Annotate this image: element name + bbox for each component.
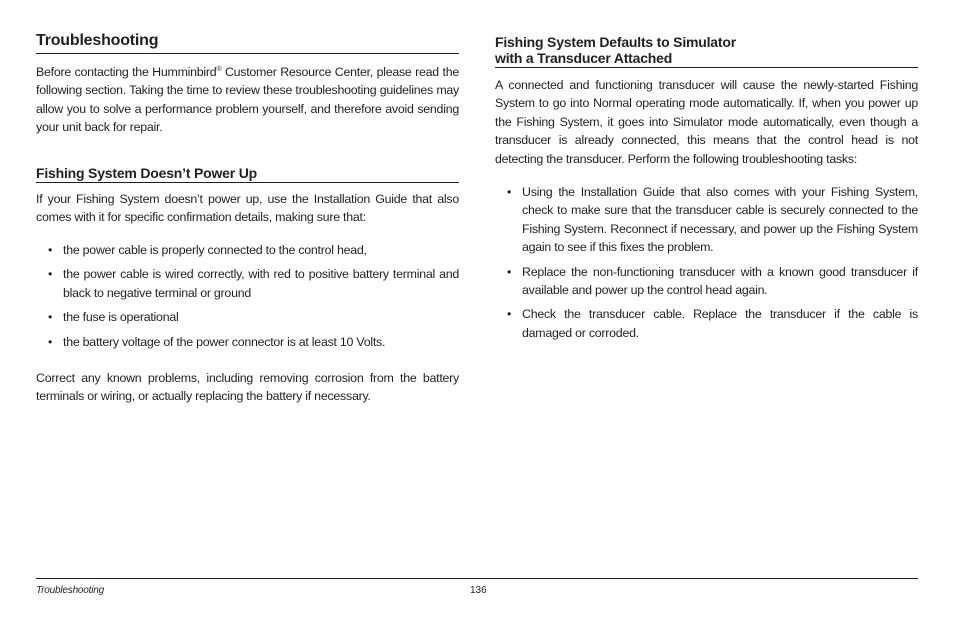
heading-line-1: Fishing System Defaults to Simulator — [495, 34, 736, 50]
list-item: • the power cable is properly connected to the control head, — [36, 241, 459, 259]
footer-section-name: Troubleshooting — [36, 585, 104, 596]
bullet-icon: • — [48, 334, 53, 349]
power-checklist — [36, 241, 459, 351]
simulator-tasks — [495, 183, 918, 342]
list-item: • Using the Installation Guide that also comes with your Fishing System, check to make sure that the transducer cable is securely connected to the Fishing System. Reconnect if necessary, and power up the Fishing System again to see if this fixes the problem. — [507, 185, 918, 255]
intro-text-b: Customer Resource Center, please read the following section. Taking the time to review these troubleshooting guidelines may allow you to solve a performance problem yourself, and therefore avoid sending your unit back for repair. — [36, 65, 459, 135]
simulator-intro-paragraph: A connected and functioning transducer will cause the newly-started Fishing System to go into Normal operating mode automatically. If, when you power up the Fishing System, it goes into Simulator mode automatically, even though a transducer is already connected, this means that the control head is not detecting the transducer. Perform the following troubleshooting tasks: — [495, 78, 918, 166]
bullet-icon: • — [48, 267, 53, 282]
footer-divider — [36, 578, 918, 579]
bullet-icon: • — [48, 243, 53, 257]
page-number: 136 — [470, 585, 487, 596]
bullet-icon: • — [507, 264, 512, 279]
list-item: • the fuse is operational — [36, 308, 459, 326]
power-intro-paragraph: If your Fishing System doesn’t power up, use the Installation Guide that also comes with it for specific confirmation details, making sure that: — [36, 192, 459, 225]
list-item: • Replace the non-functioning transducer with a known good transducer if available and power up the control head again. — [507, 264, 918, 298]
subsection-heading-power: Fishing System Doesn’t Power Up — [36, 165, 459, 183]
list-item: • the power cable is wired correctly, with red to positive battery terminal and black to negative terminal or ground — [48, 267, 459, 300]
registered-mark: ® — [216, 66, 222, 73]
bullet-icon: • — [507, 307, 512, 322]
subsection-heading-simulator — [495, 34, 918, 68]
section-heading: Troubleshooting — [36, 32, 459, 54]
intro-paragraph — [36, 63, 459, 137]
list-item: • the battery voltage of the power connector is at least 10 Volts. — [36, 333, 459, 351]
heading-line-2: with a Transducer Attached — [495, 50, 673, 66]
bullet-icon: • — [48, 310, 53, 325]
list-item: • Check the transducer cable. Replace the transducer if the cable is damaged or corroded. — [507, 307, 918, 340]
intro-text-a: Before contacting the Humminbird — [36, 65, 217, 79]
bullet-icon: • — [507, 185, 512, 199]
closing-paragraph: Correct any known problems, including removing corrosion from the battery terminals or wiring, or actually replacing the battery if necessary. — [36, 371, 459, 404]
